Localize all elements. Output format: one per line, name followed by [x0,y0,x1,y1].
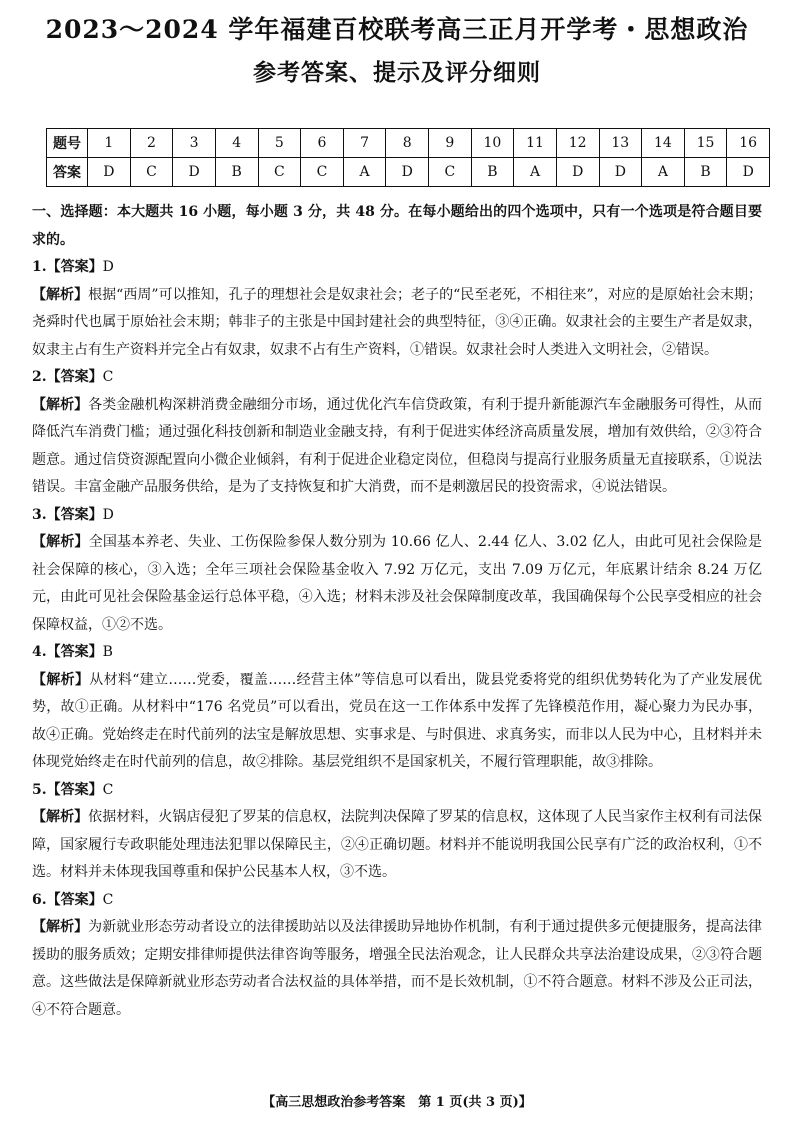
explanation-tag: 【解析】 [32,286,89,303]
question-number: 12 [556,129,599,158]
answer-cell: D [173,158,216,187]
question-number-label: 3. [32,506,47,523]
question-number: 9 [429,129,472,158]
page-footer: 【高三思想政治参考答案 第 1 页(共 3 页)】 [262,1095,532,1110]
answer-cell: C [130,158,173,187]
explanation-paragraph [32,392,762,502]
answer-cell: B [215,158,258,187]
answer-value: D [102,259,114,275]
answer-cell: D [599,158,642,187]
answer-value: B [102,644,113,660]
explanation-paragraph [32,914,762,1024]
question-number: 10 [471,129,514,158]
question-number-label: 5. [32,781,47,798]
question-number-label: 2. [32,369,47,385]
explanation-tag: 【解析】 [32,396,89,413]
answer-cell: C [301,158,344,187]
question-answer-line [32,777,762,805]
question-answer-line [32,254,762,282]
answer-value: C [102,369,114,385]
question-number: 8 [386,129,429,158]
explanation-paragraph [32,804,762,887]
question-number: 16 [727,129,770,158]
answer-cell: D [88,158,131,187]
answer-cell: C [258,158,301,187]
question-number: 3 [173,129,216,158]
answer-cell: A [514,158,557,187]
answer-cell: A [642,158,685,187]
answer-value: D [102,506,114,523]
question-number: 15 [684,129,727,158]
page-subtitle: 参考答案、提示及评分细则 [253,59,541,86]
question-number: 1 [88,129,131,158]
explanation-paragraph [32,667,762,777]
question-number: 7 [343,129,386,158]
question-answer-line [32,639,762,667]
explanation-text: 为新就业形态劳动者设立的法律援助站以及法律援助异地协作机制，有利于通过提供多元便捷服务，提高法律援助的服务质效；定期安排律师提供法律咨询等服务，增强全民法治观念，让人民群众共享法治建设成果，②③符合题意。这些做法是保障新就业形态劳动者合法权益的具体举措，而不是长效机制，①不符合题意。材料不涉及公正司法，④不符合题意。 [32,919,763,1018]
answer-tag: 【答案】 [46,369,103,385]
explanation-text: 依据材料，火锅店侵犯了罗某的信息权，法院判决保障了罗某的信息权，这体现了人民当家作主权利有司法保障，国家履行专政职能处理违法犯罪以保障民主，②④正确切题。材料并不能说明我国公民享有广泛的政治权利，①不选。材料并未体现我国尊重和保护公民基本人权，③不选。 [32,809,763,880]
question-number-label: 6. [32,891,47,908]
question-number: 14 [642,129,685,158]
number-row-label: 题号 [47,129,88,158]
explanation-text: 各类金融机构深耕消费金融细分市场，通过优化汽车信贷政策，有利于提升新能源汽车金融服务可得性，从而降低汽车消费门槛；通过强化科技创新和制造业金融支持，有利于促进实体经济高质量发展，增加有效供给，②③符合题意。通过信贷资源配置向小微企业倾斜，有利于促进企业稳定岗位，但稳岗与提高行业服务质量无直接联系，①说法错误。丰富金融产品服务供给，是为了支持恢复和扩大消费，而不是刺激居民的投资需求，④说法错误。 [32,396,763,495]
explanation-tag: 【解析】 [32,809,89,825]
answer-tag: 【答案】 [46,891,103,908]
question-number: 4 [215,129,258,158]
section-heading: 一、选择题：本大题共 16 小题，每小题 3 分，共 48 分。在每小题给出的四个选项中，只有一个选项是符合题目要求的。 [32,204,762,248]
explanation-paragraph [32,529,762,639]
explanation-tag: 【解析】 [32,919,89,935]
answer-cell: C [429,158,472,187]
answer-explanations [32,199,762,1024]
question-number-label: 4. [32,644,47,660]
explanation-text: 根据“西周”可以推知，孔子的理想社会是奴隶社会；老子的“民至老死，不相往来”，对应的是原始社会末期；尧舜时代也属于原始社会末期；韩非子的主张是中国封建社会的典型特征，③④正确。奴隶社会的主要生产者是奴隶，奴隶主占有生产资料并完全占有奴隶，奴隶不占有生产资料，①错误。奴隶社会时人类进入文明社会，②错误。 [32,286,762,358]
answer-row-label: 答案 [47,158,88,187]
question-number: 11 [514,129,557,158]
question-number: 5 [258,129,301,158]
question-number: 13 [599,129,642,158]
answer-cell: D [727,158,770,187]
answer-tag: 【答案】 [46,644,103,660]
answer-table [46,128,770,187]
answer-tag: 【答案】 [46,506,103,523]
explanation-tag: 【解析】 [32,534,89,550]
page-title: 2023～2024 学年福建百校联考高三正月开学考・思想政治 [45,15,749,44]
answer-table-number-row [47,129,770,158]
answer-value: C [102,891,114,908]
explanation-tag: 【解析】 [32,671,90,688]
answer-table-answer-row [47,158,770,187]
answer-cell: B [684,158,727,187]
answer-value: C [102,781,114,798]
question-answer-line [32,887,762,915]
question-number: 6 [301,129,344,158]
explanation-text: 全国基本养老、失业、工伤保险参保人数分别为 10.66 亿人、2.44 亿人、3.02 亿人，由此可见社会保险是社会保障的核心，③入选；全年三项社会保险基金收入 7.92 万亿元，支出 7.09 万亿元，年底累计结余 8.24 万亿元，由此可见社会保险基金运行总体平稳，④入选；材料未涉及社会保障制度改革，我国确保每个公民享受相应的社会保障权益，①②不选。 [32,534,762,633]
question-number: 2 [130,129,173,158]
answer-cell: D [556,158,599,187]
answer-cell: D [386,158,429,187]
question-answer-line [32,502,762,530]
answer-tag: 【答案】 [46,781,103,798]
question-number-label: 1. [32,259,47,275]
explanation-text: 从材料“建立……党委，覆盖……经营主体”等信息可以看出，陇县党委将党的组织优势转化为了产业发展优势，故①正确。从材料中“176 名党员”可以看出，党员在这一工作体系中发挥了先锋模范作用，凝心聚力为民办事，故④正确。党始终走在时代前列的法宝是解放思想、实事求是、与时俱进、求真务实，而非以人民为中心，且材料并未体现党始终走在时代前列的信息，故②排除。基层党组织不是国家机关，不履行管理职能，故③排除。 [32,671,763,770]
answer-cell: A [343,158,386,187]
answer-cell: B [471,158,514,187]
question-answer-line [32,364,762,392]
answer-tag: 【答案】 [46,259,103,275]
explanation-paragraph [32,282,762,365]
